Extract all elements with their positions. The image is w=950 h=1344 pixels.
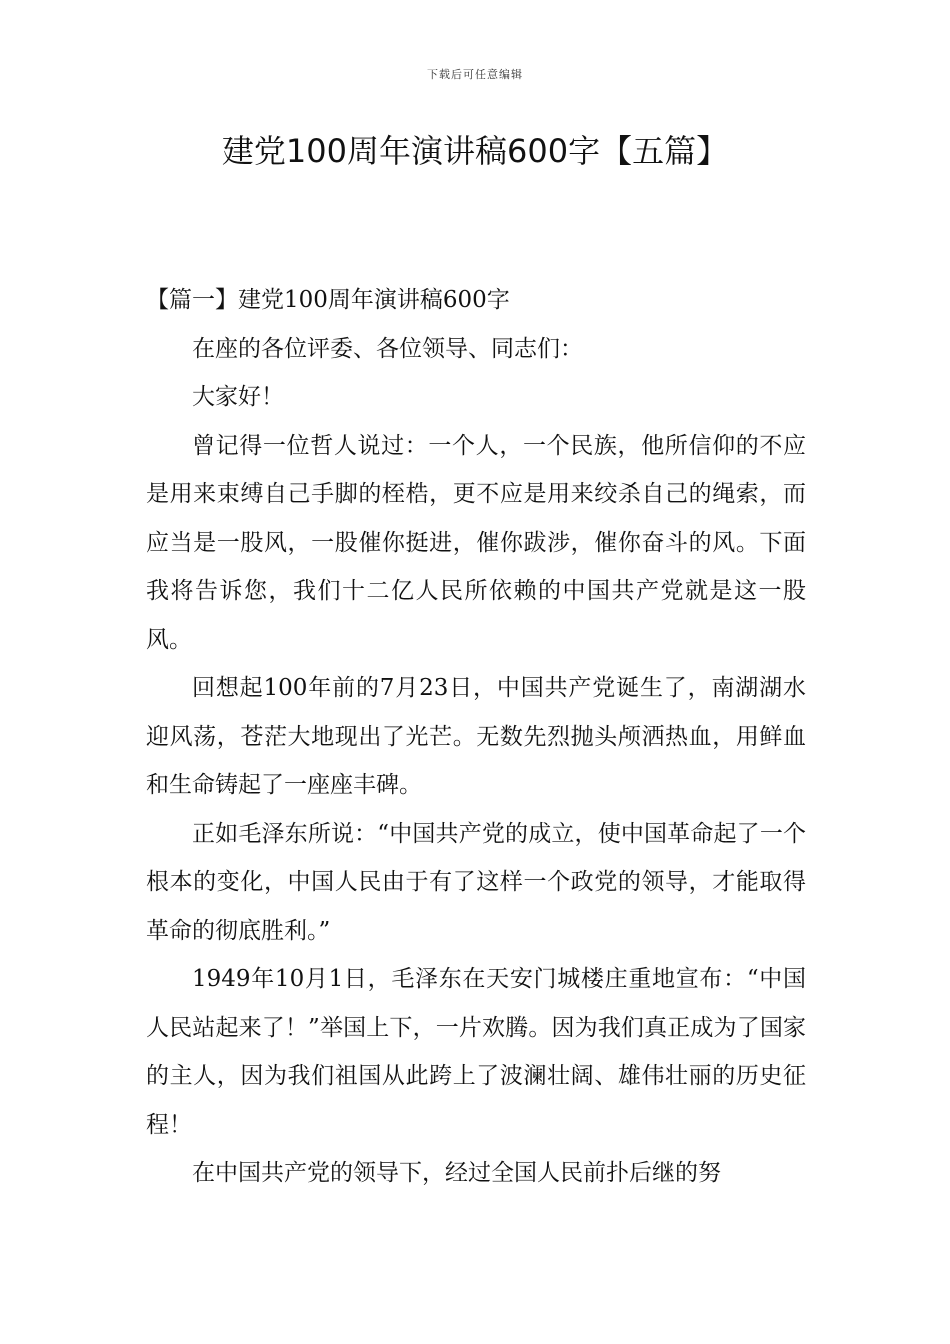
paragraph-greeting: 大家好！	[192, 384, 284, 410]
paragraph: 正如毛泽东所说：“中国共产党的成立，使中国革命起了一个根本的变化，中国人民由于有了这样一个政党的领导，才能取得革命的彻底胜利。”	[146, 820, 806, 944]
paragraph: 曾记得一位哲人说过：一个人，一个民族，他所信仰的不应是用来束缚自己手脚的桎梏，更不应是用来绞杀自己的绳索，而应当是一股风，一股催你挺进，催你跋涉，催你奋斗的风。下面我将告诉您，我们十二亿人民所依赖的中国共产党就是这一股风。	[146, 432, 806, 653]
header-note: 下载后可任意编辑	[427, 68, 523, 81]
section-heading: 【篇一】建党100周年演讲稿600字	[146, 287, 510, 313]
paragraph: 回想起100年前的7月23日，中国共产党诞生了，南湖湖水迎风荡，苍茫大地现出了光芒。无数先烈抛头颅洒热血，用鲜血和生命铸起了一座座丰碑。	[146, 675, 806, 798]
paragraph: 在中国共产党的领导下，经过全国人民前扑后继的努	[192, 1160, 721, 1186]
paragraph-salutation: 在座的各位评委、各位领导、同志们：	[192, 335, 583, 362]
document-title: 建党100周年演讲稿600字【五篇】	[221, 132, 729, 170]
paragraph: 1949年10月1日，毛泽东在天安门城楼庄重地宣布：“中国人民站起来了！”举国上下，一片欢腾。因为我们真正成为了国家的主人，因为我们祖国从此跨上了波澜壮阔、雄伟壮丽的历史征程！	[146, 966, 806, 1138]
document-body	[146, 276, 806, 1198]
